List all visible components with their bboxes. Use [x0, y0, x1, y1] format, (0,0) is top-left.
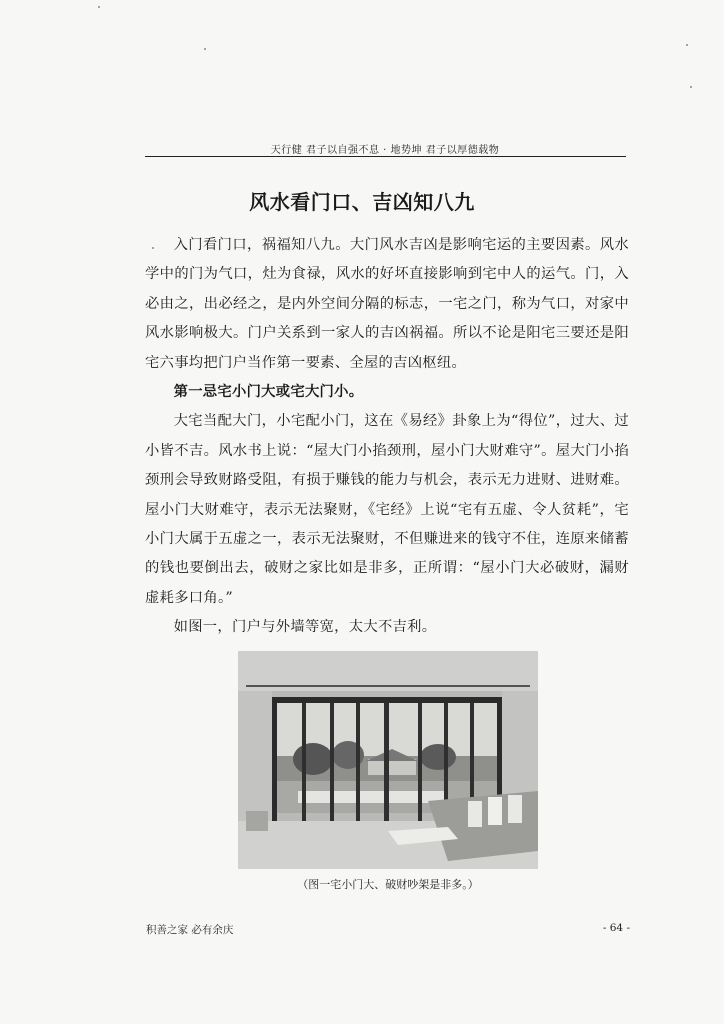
figure-caption: （图一宅小门大、破财吵架是非多。）	[297, 878, 479, 891]
article-body	[145, 231, 629, 643]
paragraph-explanation: 大宅当配大门，小宅配小门，这在《易经》卦象上为“得位”，过大、过小皆不吉。风水书上说：“屋大门小掐颈刑，屋小门大财难守”。屋大门小掐颈刑会导致财路受阻，有损于赚钱的能力与机会，表示无力进财、进财难。屋小门大财难守，表示无法聚财，《宅经》上说“宅有五虚、令人贫耗”，宅小门大属于五虚之一，表示无法聚财，不但赚进来的钱守不住，连原来储蓄的钱也要倒出去，破财之家比如是非多，正所谓：“屋小门大必破财，漏财虚耗多口角。”	[145, 413, 629, 606]
figure-photo-large-doors	[238, 651, 538, 869]
paragraph-figure-reference: 如图一，门户与外墙等宽，太大不吉利。	[173, 619, 437, 636]
running-footer-motto: 积善之家 必有余庆	[146, 924, 234, 936]
scan-speck	[690, 86, 692, 88]
header-divider	[145, 156, 626, 157]
scan-speck	[204, 48, 206, 50]
paragraph-intro: 入门看门口，祸福知八九。大门风水吉凶是影响宅运的主要因素。风水学中的门为气口，灶为食禄，风水的好坏直接影响到宅中人的运气。门，入必由之，出必经之，是内外空间分隔的标志，一宅之门，称为气口，对家中风水影响极大。门户关系到一家人的吉凶祸福。所以不论是阳宅三要还是阳宅六事均把门户当作第一要素、全屋的吉凶枢纽。	[145, 237, 629, 371]
running-header-motto: 天行健 君子以自强不息 · 地势坤 君子以厚德载物	[270, 145, 500, 156]
scan-speck	[152, 247, 154, 249]
section-subheading: 第一忌宅小门大或宅大门小。	[173, 384, 364, 401]
chapter-title: 风水看门口、吉凶知八九	[249, 190, 475, 214]
scan-speck	[686, 44, 688, 46]
living-room-photo	[238, 651, 538, 869]
page-number: - 64 -	[602, 922, 630, 934]
scan-speck	[98, 6, 100, 8]
